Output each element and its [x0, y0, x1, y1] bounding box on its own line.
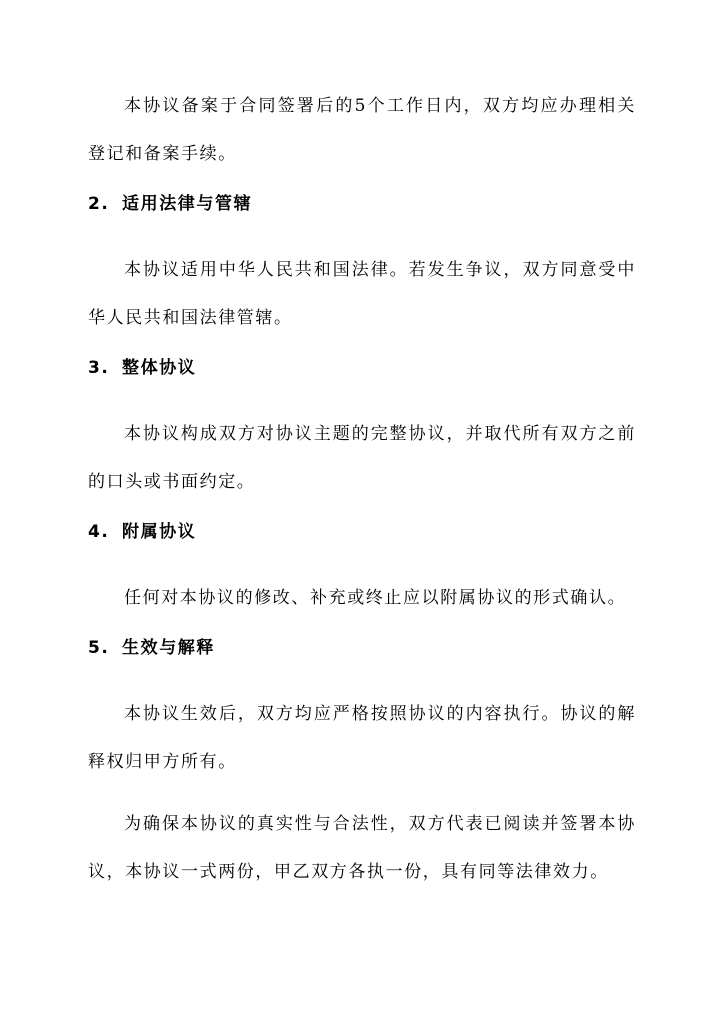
paragraph-entire-agreement: 本协议构成双方对协议主题的完整协议，并取代所有双方之前的口头或书面约定。 — [88, 424, 636, 492]
section-number: 5. — [88, 638, 110, 658]
section-heading-entire-agreement — [88, 356, 636, 380]
section-title: 适用法律与管辖 — [122, 194, 253, 214]
document-page — [88, 82, 636, 910]
section-title: 整体协议 — [122, 358, 197, 378]
paragraph-signing: 为确保本协议的真实性与合法性，双方代表已阅读并签署本协议，本协议一式两份，甲乙双方各执一份，具有同等法律效力。 — [88, 814, 636, 882]
section-heading-supplementary — [88, 520, 636, 544]
section-title: 附属协议 — [122, 522, 197, 542]
section-title: 生效与解释 — [122, 638, 215, 658]
section-number: 3. — [88, 358, 110, 378]
paragraph-governing-law: 本协议适用中华人民共和国法律。若发生争议，双方同意受中华人民共和国法律管辖。 — [88, 260, 636, 328]
paragraph-supplementary: 任何对本协议的修改、补充或终止应以附属协议的形式确认。 — [124, 588, 627, 608]
section-heading-governing-law — [88, 192, 636, 216]
section-number: 2. — [88, 194, 110, 214]
paragraph-effectiveness: 本协议生效后，双方均应严格按照协议的内容执行。协议的解释权归甲方所有。 — [88, 704, 636, 772]
section-number: 4. — [88, 522, 110, 542]
section-heading-effectiveness — [88, 636, 636, 660]
paragraph-filing: 本协议备案于合同签署后的5个工作日内，双方均应办理相关登记和备案手续。 — [88, 96, 636, 164]
